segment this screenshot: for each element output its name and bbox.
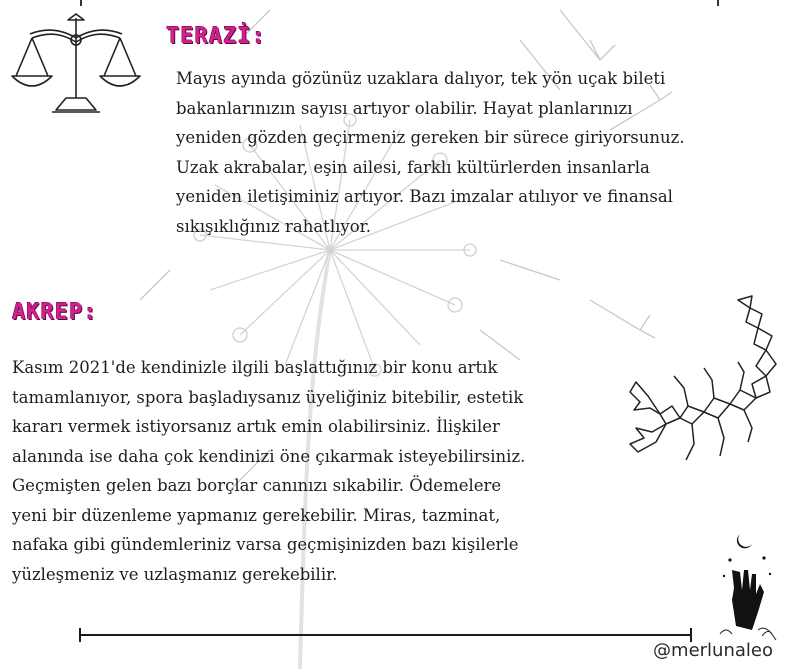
akrep-line: Kasım 2021'de kendinizle ilgili başlattığınız bir konu artık bbox=[12, 358, 498, 377]
hand-moon-icon bbox=[712, 530, 778, 646]
akrep-line: alanında ise daha çok kendinizi öne çıkarmak isteyebilirsiniz. bbox=[12, 446, 526, 466]
terazi-line: yeniden gözden geçirmeniz gereken bir sürece giriyorsunuz. bbox=[176, 128, 685, 147]
terazi-line: Uzak akrabalar, eşin ailesi, farklı kültürlerden insanlarla bbox=[176, 157, 650, 177]
akrep-line: yüzleşmeniz ve uzlaşmanız gerekebilir. bbox=[12, 564, 338, 584]
akrep-line: kararı vermek istiyorsanız artık emin olabilirsiniz. İlişkiler bbox=[12, 417, 500, 436]
terazi-paragraph bbox=[176, 64, 756, 241]
section-heading-terazi: TERAZİ: bbox=[166, 24, 266, 49]
akrep-paragraph bbox=[12, 353, 652, 589]
scorpion-icon bbox=[626, 292, 787, 478]
terazi-line: bakanlarınızın sayısı artıyor olabilir. Hayat planlarınızı bbox=[176, 98, 633, 118]
libra-scales-icon bbox=[10, 12, 142, 116]
bottom-rule bbox=[80, 634, 692, 636]
top-edge-mark-right bbox=[717, 0, 719, 6]
terazi-line: yeniden iletişiminiz artıyor. Bazı imzalar atılıyor ve finansal bbox=[176, 187, 673, 206]
author-handle: @merlunaleo bbox=[653, 640, 773, 661]
terazi-line: sıkışıklığınız rahatlıyor. bbox=[176, 216, 371, 236]
top-edge-mark-left bbox=[80, 0, 82, 6]
bottom-rule-cap-left bbox=[79, 628, 81, 642]
akrep-line: Geçmişten gelen bazı borçlar canınızı sıkabilir. Ödemelere bbox=[12, 476, 502, 495]
akrep-line: yeni bir düzenleme yapmanız gerekebilir. Miras, tazminat, bbox=[12, 505, 501, 525]
terazi-line: Mayıs ayında gözünüz uzaklara dalıyor, tek yön uçak bileti bbox=[176, 69, 666, 88]
section-heading-akrep: AKREP: bbox=[12, 300, 98, 325]
akrep-line: nafaka gibi gündemleriniz varsa geçmişinizden bazı kişilerle bbox=[12, 535, 519, 554]
akrep-line: tamamlanıyor, spora başladıysanız üyeliğiniz bitebilir, estetik bbox=[12, 387, 524, 407]
